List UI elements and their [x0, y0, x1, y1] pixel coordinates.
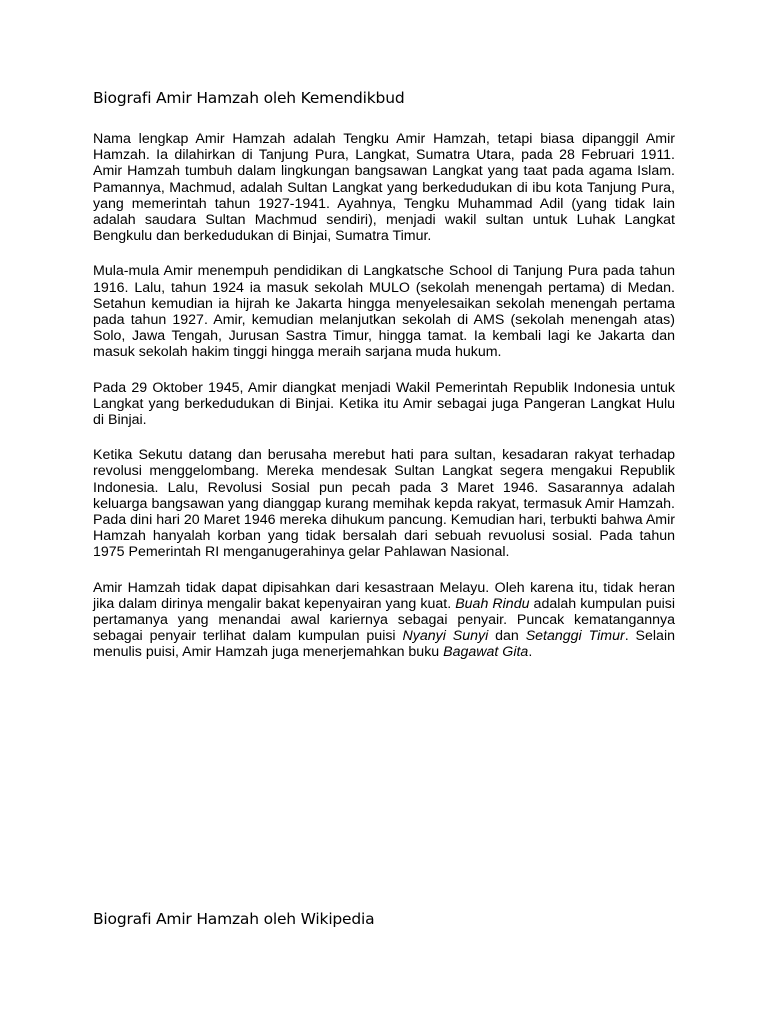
- title-buah-rindu: Buah Rindu: [455, 595, 530, 612]
- paragraph-5-text-1: Amir Hamzah tidak dapat dipisahkan dari kesastraan Melayu. Oleh karena itu, tidak heran jika dalam dirinya mengalir bakat kepenyairan yang kuat.: [93, 579, 675, 612]
- title-bagawat-gita: Bagawat Gita: [443, 644, 529, 661]
- paragraph-5-text-5: .: [528, 644, 533, 661]
- paragraph-1: Nama lengkap Amir Hamzah adalah Tengku Amir Hamzah, tetapi biasa dipanggil Amir Hamzah. Ia dilahirkan di Tanjung Pura, Langkat, Sumatra Utara, pada 28 Februari 1911. Amir Hamzah tumbuh dalam lingkungan bangsawan Langkat yang taat pada agama Islam. Pamannya, Machmud, adalah Sultan Langkat yang berkedudukan di ibu kota Tanjung Pura, yang memerintah tahun 1927-1941. Ayahnya, Tengku Muhammad Adil (yang tidak lain adalah saudara Sultan Machmud sendiri), menjadi wakil sultan untuk Luhak Langkat Bengkulu dan berkedudukan di Binjai, Sumatra Timur.: [93, 131, 675, 245]
- title-setanggi-timur: Setanggi Timur: [525, 628, 625, 645]
- title-nyanyi-sunyi: Nyanyi Sunyi: [402, 628, 489, 645]
- paragraph-5: [93, 580, 675, 661]
- paragraph-5-text-2: adalah kumpulan puisi pertamanya yang menandai awal kariernya sebagai penyair. Puncak kematangannya sebagai penyair terlihat dalam kumpulan puisi: [93, 595, 675, 645]
- paragraph-2: Mula-mula Amir menempuh pendidikan di Langkatsche School di Tanjung Pura pada tahun 1916. Lalu, tahun 1924 ia masuk sekolah MULO (sekolah menengah pertama) di Medan. Setahun kemudian ia hijrah ke Jakarta hingga menyelesaikan sekolah menengah pertama pada tahun 1927. Amir, kemudian melanjutkan sekolah di AMS (sekolah menengah atas) Solo, Jawa Tengah, Jurusan Sastra Timur, hingga tamat. Ia kembali lagi ke Jakarta dan masuk sekolah hakim tinggi hingga meraih sarjana muda hukum.: [93, 263, 675, 361]
- section-heading-wikipedia: Biografi Amir Hamzah oleh Wikipedia: [93, 910, 375, 928]
- paragraph-5-text-3: dan: [488, 628, 526, 645]
- paragraph-4: Ketika Sekutu datang dan berusaha merebut hati para sultan, kesadaran rakyat terhadap revolusi menggelombang. Mereka mendesak Sultan Langkat segera mengakui Republik Indonesia. Lalu, Revolusi Sosial pun pecah pada 3 Maret 1946. Sasarannya adalah keluarga bangsawan yang dianggap kurang memihak kepda rakyat, termasuk Amir Hamzah. Pada dini hari 20 Maret 1946 mereka dihukum pancung. Kemudian hari, terbukti bahwa Amir Hamzah hanyalah korban yang tidak bersalah dari sebuah revuolusi sosial. Pada tahun 1975 Pemerintah RI menganugerahinya gelar Pahlawan Nasional.: [93, 447, 675, 561]
- section-heading-kemendikbud: Biografi Amir Hamzah oleh Kemendikbud: [93, 89, 405, 107]
- paragraph-3: Pada 29 Oktober 1945, Amir diangkat menjadi Wakil Pemerintah Republik Indonesia untuk Langkat yang berkedudukan di Binjai. Ketika itu Amir sebagai juga Pangeran Langkat Hulu di Binjai.: [93, 379, 675, 429]
- document-body: [93, 131, 675, 680]
- paragraph-5-text-4: . Selain menulis puisi, Amir Hamzah juga menerjemahkan buku: [93, 628, 675, 661]
